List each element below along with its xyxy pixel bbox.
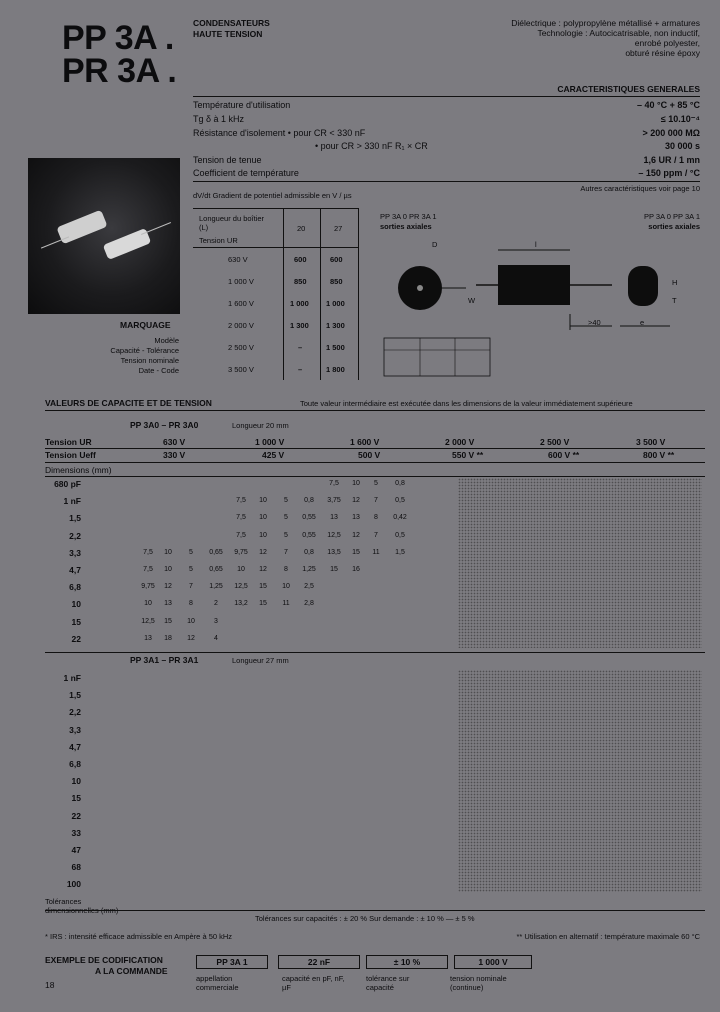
- table-cell: 0,8: [304, 548, 314, 556]
- table-cell: 15: [330, 566, 338, 573]
- general-value: – 40 °C + 85 °C: [637, 100, 700, 110]
- ueff-500: 500 V: [358, 450, 381, 460]
- gradient-val: 850: [294, 277, 307, 286]
- general-label: Tg δ à 1 kHz: [193, 114, 245, 124]
- gradient-divider: [283, 208, 284, 380]
- table-cell: 10: [282, 583, 290, 591]
- gradient-val: 1 500: [326, 343, 345, 352]
- capacitor-body: [498, 265, 570, 305]
- model-2-title: PP 3A1 – PR 3A1: [130, 655, 199, 665]
- table-cell: 0,8: [304, 497, 314, 505]
- values-note: Toute valeur intermédiaire est exécutée dans les dimensions de la valeur immédiatement supérieure: [300, 399, 633, 408]
- list-item: [45, 476, 705, 492]
- capacitance-value: 10: [71, 776, 81, 787]
- dim-T-label: T: [672, 296, 677, 305]
- gradient-val: –: [298, 343, 303, 352]
- general-label: Résistance d'isolement • pour CR < 330 nF: [193, 128, 366, 138]
- tension-eff-label: Tension Ueff: [45, 450, 96, 460]
- table-cell: 10: [144, 600, 152, 608]
- gradient-col-head-1: Longueur du boîtier (L): [199, 214, 265, 232]
- ur-1000: 1 000 V: [255, 437, 285, 447]
- capacitance-value: 33: [71, 827, 81, 838]
- capacitance-value: 6,8: [69, 759, 81, 769]
- table-cell: 0,5: [395, 531, 405, 539]
- section-rule: [45, 652, 705, 653]
- gradient-val: 600: [330, 255, 343, 264]
- table-cell: 3,75: [327, 497, 341, 505]
- table-cell: 7,5: [236, 514, 246, 522]
- marquage-title: MARQUAGE: [120, 320, 171, 330]
- capacitance-value: 680 pF: [54, 479, 81, 489]
- gradient-col-20: 20: [297, 224, 306, 233]
- gradient-val: 600: [294, 255, 307, 264]
- series-title-pr: PR 3A .: [62, 52, 177, 90]
- gradient-title: dV/dt Gradient de potentiel admissible en V / µs: [193, 191, 352, 200]
- list-item: [45, 790, 705, 806]
- table-cell: 10: [259, 497, 267, 505]
- marquage-item: Capacité - Tolérance: [110, 346, 179, 355]
- general-row-insul1: [193, 128, 700, 139]
- capacitance-value: 22: [71, 633, 81, 644]
- list-item: [45, 876, 705, 892]
- table-cell: 12: [164, 583, 172, 591]
- table-cell: 16: [352, 566, 360, 573]
- gradient-row-volt: 1 000 V: [228, 277, 254, 286]
- capacitance-value: 2,2: [69, 707, 81, 718]
- dimension-table: [384, 338, 490, 376]
- general-value: 1,6 UR / 1 mn: [643, 155, 700, 165]
- capacitance-value: 47: [71, 845, 81, 855]
- general-value: > 200 000 MΩ: [642, 128, 700, 138]
- header-rule: [45, 448, 705, 449]
- dim-W-label: W: [468, 296, 476, 305]
- gradient-row-volt: 1 600 V: [228, 299, 254, 308]
- table-cell: 13: [144, 634, 152, 642]
- table-cell: 12: [352, 497, 360, 505]
- list-item: [45, 687, 705, 703]
- product-type-2: HAUTE TENSION: [193, 29, 263, 39]
- table-cell: 12: [187, 634, 195, 642]
- table-cell: 2,8: [304, 600, 314, 608]
- table-cell: 2: [214, 600, 218, 608]
- order-caption: appellation commerciale: [196, 974, 239, 992]
- gradient-row-volt: 2 000 V: [228, 321, 254, 330]
- order-box-model: PP 3A 1: [196, 955, 268, 969]
- list-item: [45, 808, 705, 824]
- order-caption: tolérance sur capacité: [366, 974, 410, 992]
- table-cell: 0,55: [302, 531, 316, 539]
- list-item: [45, 596, 705, 612]
- gradient-val: 850: [330, 277, 343, 286]
- capacitance-value: 15: [71, 616, 81, 627]
- ueff-600: 600 V **: [548, 450, 580, 460]
- tolerance-rule: [45, 910, 705, 911]
- table-cell: 13: [352, 514, 360, 522]
- spec-line-2: Technologie : Autocicatrisable, non inductif,: [537, 28, 700, 38]
- table-cell: 13: [330, 514, 338, 522]
- product-photo: [28, 158, 180, 314]
- ur-2500: 2 500 V: [540, 437, 570, 447]
- list-item: [45, 510, 705, 526]
- gradient-divider: [358, 208, 359, 380]
- table-cell: 5: [374, 480, 378, 487]
- list-item: [45, 773, 705, 789]
- table-cell: 5: [284, 497, 288, 505]
- general-row-coef: [193, 168, 700, 179]
- list-item: [45, 859, 705, 875]
- general-row-insul2: [193, 141, 700, 152]
- general-label: Tension de tenue: [193, 155, 262, 165]
- order-box-tolerance: ± 10 %: [366, 955, 448, 969]
- dimensions-label: Dimensions (mm): [45, 465, 112, 475]
- table-cell: 10: [187, 617, 195, 625]
- table-cell: 7,5: [143, 566, 153, 573]
- general-title-rule: [193, 96, 700, 97]
- list-item: [45, 825, 705, 841]
- gradient-val: 1 300: [326, 321, 345, 330]
- table-cell: 4: [214, 634, 218, 642]
- table-cell: 10: [237, 566, 245, 573]
- diagram-label-right-1: PP 3A 0 PP 3A 1: [643, 212, 700, 221]
- table-cell: 0,65: [209, 566, 223, 573]
- gradient-val: 1 800: [326, 365, 345, 374]
- capacitance-value: 4,7: [69, 741, 81, 752]
- table-cell: 15: [352, 548, 360, 556]
- ur-2000: 2 000 V: [445, 437, 475, 447]
- diagram-label-right-2: sorties axiales: [648, 222, 700, 231]
- gradient-val: 1 000: [326, 299, 345, 308]
- gradient-row-volt: 2 500 V: [228, 343, 254, 352]
- spec-line-1: Diélectrique : polypropylène métallisé + armatures: [511, 18, 700, 28]
- capacitance-value: 3,3: [69, 724, 81, 735]
- table-cell: 11: [282, 600, 290, 608]
- table-cell: 18: [164, 634, 172, 642]
- table-cell: 12: [259, 566, 267, 573]
- table-cell: 0,42: [393, 514, 407, 522]
- marquage-item: Date - Code: [138, 366, 179, 375]
- footnote-irs: * IRS : intensité efficace admissible en Ampère à 50 kHz: [45, 932, 233, 941]
- model-1-length: Longueur 20 mm: [232, 421, 289, 430]
- capacitance-value: 4,7: [69, 565, 81, 575]
- table-cell: 9,75: [141, 583, 155, 591]
- dim-40-label: >40: [588, 318, 601, 327]
- gradient-col-head-2: Tension UR: [199, 236, 238, 245]
- table-cell: 7,5: [329, 480, 339, 487]
- list-item: [45, 722, 705, 738]
- table-cell: 12,5: [141, 617, 155, 625]
- capacitance-value: 6,8: [69, 582, 81, 593]
- capacitance-value: 1 nF: [63, 496, 81, 507]
- ueff-330: 330 V: [163, 450, 186, 460]
- general-label: Température d'utilisation: [193, 100, 291, 110]
- table-cell: 13: [164, 600, 172, 608]
- order-title-2: A LA COMMANDE: [95, 966, 168, 976]
- ueff-425: 425 V: [262, 450, 285, 460]
- table-cell: 0,5: [395, 497, 405, 505]
- gradient-top-rule: [193, 208, 358, 209]
- table-cell: 10: [259, 531, 267, 539]
- table-cell: 15: [259, 583, 267, 591]
- capacitance-value: 1,5: [69, 690, 81, 701]
- table-cell: 10: [164, 566, 172, 573]
- table-cell: 8: [189, 600, 193, 608]
- marquage-item: Modèle: [154, 336, 179, 345]
- capacitance-value: 68: [71, 862, 81, 873]
- order-box-voltage: 1 000 V: [454, 955, 532, 969]
- values-title: VALEURS DE CAPACITE ET DE TENSION: [45, 398, 212, 408]
- general-title: CARACTERISTIQUES GENERALES: [557, 84, 700, 94]
- ur-1600: 1 600 V: [350, 437, 380, 447]
- list-item: [45, 842, 705, 858]
- gradient-divider: [320, 208, 321, 380]
- capacitance-value: 1,5: [69, 513, 81, 524]
- ur-3500: 3 500 V: [636, 437, 666, 447]
- table-cell: 8: [284, 566, 288, 573]
- list-item: [45, 528, 705, 544]
- general-value: ≤ 10.10⁻⁴: [660, 114, 700, 124]
- table-cell: 5: [189, 566, 193, 573]
- ueff-550: 550 V **: [452, 450, 484, 460]
- table-cell: 7,5: [236, 497, 246, 505]
- general-row-temp: [193, 100, 700, 111]
- table-cell: 15: [259, 600, 267, 608]
- capacitance-value: 10: [71, 599, 81, 610]
- table-cell: 1,25: [302, 566, 316, 573]
- table-cell: 10: [164, 548, 172, 556]
- table-cell: 13,2: [234, 600, 248, 608]
- end-view-lead: [417, 285, 423, 291]
- list-item: [45, 704, 705, 720]
- general-label: • pour CR > 330 nF R₁ × CR: [315, 141, 428, 151]
- general-value: – 150 ppm / °C: [638, 168, 700, 178]
- list-item: [45, 614, 705, 630]
- tolerance-capacity: Tolérances sur capacités : ± 20 % Sur demande : ± 10 % — ± 5 %: [255, 914, 475, 923]
- tolerance-dim-label: Tolérances: [45, 897, 82, 906]
- general-bottom-rule: [193, 181, 700, 182]
- spec-line-3: enrobé polyester,: [634, 38, 700, 48]
- table-cell: 5: [189, 548, 193, 556]
- order-caption: tension nominale (continue): [450, 974, 507, 992]
- gradient-val: 1 000: [290, 299, 309, 308]
- table-cell: 7: [189, 583, 193, 591]
- dim-l-label: l: [535, 240, 537, 249]
- table-cell: 15: [164, 617, 172, 625]
- table-cell: 10: [259, 514, 267, 522]
- list-item: [45, 631, 705, 647]
- list-item: [45, 545, 705, 561]
- gradient-row-volt: 3 500 V: [228, 365, 254, 374]
- table-cell: 9,75: [234, 548, 248, 556]
- table-cell: 12,5: [327, 531, 341, 539]
- table-cell: 0,65: [209, 548, 223, 556]
- table-cell: 0,8: [395, 480, 405, 487]
- general-label: Coefficient de température: [193, 168, 299, 178]
- gradient-col-27: 27: [334, 224, 343, 233]
- list-item: [45, 739, 705, 755]
- model-2-length: Longueur 27 mm: [232, 656, 289, 665]
- table-cell: 7,5: [236, 531, 246, 539]
- table-cell: 7: [374, 531, 378, 539]
- table-cell: 2,5: [304, 583, 314, 591]
- table-cell: 7,5: [143, 548, 153, 556]
- order-box-capacity: 22 nF: [278, 955, 360, 969]
- spec-line-4: obturé résine époxy: [625, 48, 700, 58]
- list-item: [45, 670, 705, 686]
- footnote-alt: ** Utilisation en alternatif : température maximale 60 °C: [516, 932, 700, 941]
- table-cell: 12: [352, 531, 360, 539]
- series-title-pp: PP 3A .: [62, 19, 174, 57]
- header-rule: [45, 462, 705, 463]
- capacitance-value: 22: [71, 810, 81, 821]
- capacitance-value: 2,2: [69, 530, 81, 541]
- ueff-800: 800 V **: [643, 450, 675, 460]
- gradient-val: –: [298, 365, 303, 374]
- dimension-drawing: [380, 232, 700, 382]
- side-view-oval: [628, 266, 658, 306]
- dim-D-label: D: [432, 240, 438, 249]
- general-row-tg: [193, 114, 700, 125]
- table-cell: 1,5: [395, 548, 405, 556]
- table-cell: 12: [259, 548, 267, 556]
- other-characteristics: Autres caractéristiques voir page 10: [580, 184, 700, 193]
- capacitance-value: 100: [66, 879, 81, 890]
- table-cell: 7: [374, 497, 378, 505]
- table-cell: 8: [374, 514, 378, 522]
- gradient-head-rule: [193, 247, 358, 248]
- ur-630: 630 V: [163, 437, 186, 447]
- table-cell: 7: [284, 548, 288, 556]
- capacitance-value: 15: [71, 793, 81, 804]
- table-cell: 1,25: [209, 583, 223, 591]
- table-cell: 13,5: [327, 548, 341, 556]
- table-cell: 10: [352, 480, 360, 487]
- capacitance-value: 3,3: [69, 547, 81, 558]
- list-item: [45, 562, 705, 578]
- order-title-1: EXEMPLE DE CODIFICATION: [45, 955, 163, 965]
- general-value: 30 000 s: [664, 141, 700, 151]
- capacitance-value: 1 nF: [63, 673, 81, 683]
- list-item: [45, 493, 705, 509]
- table-cell: 12,5: [234, 583, 248, 591]
- page-number: 18: [45, 980, 55, 990]
- gradient-row-volt: 630 V: [228, 255, 248, 264]
- table-cell: 11: [372, 548, 380, 556]
- order-caption: capacité en pF, nF, µF: [282, 974, 345, 992]
- values-top-rule: [45, 410, 705, 411]
- dim-H-label: H: [672, 278, 678, 287]
- list-item: [45, 756, 705, 772]
- table-cell: 5: [284, 531, 288, 539]
- diagram-label-left-1: PP 3A 0 PR 3A 1: [380, 212, 437, 221]
- general-row-withstand: [193, 155, 700, 166]
- model-1-title: PP 3A0 – PR 3A0: [130, 420, 199, 430]
- marquage-item: Tension nominale: [120, 356, 179, 365]
- table-cell: 0,55: [302, 514, 316, 522]
- dim-e-label: e: [640, 318, 645, 327]
- table-cell: 5: [284, 514, 288, 522]
- gradient-val: 1 300: [290, 321, 309, 330]
- diagram-label-left-2: sorties axiales: [380, 222, 432, 231]
- product-type-1: CONDENSATEURS: [193, 18, 270, 28]
- table-cell: 3: [214, 617, 218, 625]
- list-item: [45, 579, 705, 595]
- tension-ur-label: Tension UR: [45, 437, 92, 447]
